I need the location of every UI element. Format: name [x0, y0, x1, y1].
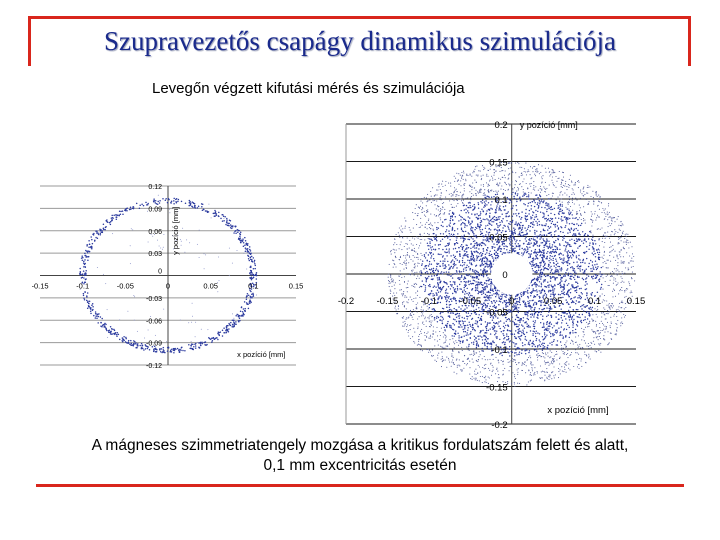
x-tick-label: -0.2 [337, 296, 355, 307]
x-tick-label: -0.1 [76, 281, 90, 291]
x-tick-label: -0.05 [459, 296, 482, 307]
frame-top-line [30, 16, 691, 19]
x-tick-label: -0.1 [420, 296, 438, 307]
y-axis-title: y pozíció [mm] [519, 119, 578, 130]
y-tick-label: -0.05 [486, 307, 508, 319]
y-tick-label: 0 [158, 268, 162, 276]
y-tick-label: 0 [502, 270, 508, 281]
y-tick-label: -0.1 [491, 345, 508, 356]
y-tick-label: 0.1 [494, 195, 508, 206]
caption-line-2: 0,1 mm excentricitás esetén [263, 457, 457, 474]
y-tick-label: 0.12 [148, 184, 162, 191]
x-tick-label: -0.15 [376, 296, 399, 307]
x-tick-label: -0.15 [32, 281, 49, 291]
x-axis-title: x pozíció [mm] [547, 404, 609, 416]
x-axis-title: x pozíció [mm] [237, 349, 286, 359]
caption-line-1: A mágneses szimmetriatengely mozgása a kritikus fordulatszám felett és alatt, [91, 437, 629, 454]
y-axis-title: y pozíció [mm] [171, 206, 180, 255]
x-tick-label: 0.15 [626, 296, 646, 307]
frame-bottom-line [36, 484, 684, 487]
y-tick-label: -0.03 [146, 295, 162, 303]
x-tick-label: 0.15 [288, 281, 304, 291]
y-tick-label: -0.09 [146, 340, 162, 348]
x-tick-label: 0.1 [587, 296, 602, 307]
trajectory-center-hole [491, 253, 532, 294]
y-tick-label: -0.06 [146, 318, 162, 326]
y-tick-label: -0.15 [486, 382, 508, 394]
measurement-plot [32, 178, 320, 372]
y-tick-label: 0.03 [148, 251, 162, 259]
page-subtitle: Levegőn végzett kifutási mérés és szimulációja [152, 80, 465, 97]
figure-caption [0, 436, 720, 476]
x-tick-label: 0 [509, 296, 515, 307]
simulation-chart [336, 118, 652, 432]
y-tick-label: -0.2 [491, 420, 508, 431]
x-tick-label: 0.1 [248, 281, 259, 291]
x-tick-label: 0 [165, 281, 171, 291]
x-tick-label: 0.05 [203, 281, 218, 291]
y-tick-label: 0.15 [489, 157, 508, 169]
x-tick-label: -0.05 [116, 281, 134, 291]
y-tick-label: 0.05 [489, 232, 508, 244]
y-tick-label: 0.06 [148, 228, 162, 236]
simulation-plot [336, 118, 652, 432]
y-tick-label: 0.2 [494, 120, 508, 131]
x-tick-label: 0.05 [543, 296, 563, 307]
measurement-chart [32, 178, 320, 372]
page-title: Szupravezetős csapágy dinamikus szimulációja [103, 26, 617, 56]
y-tick-label: 0.09 [148, 206, 162, 214]
y-tick-label: -0.12 [146, 363, 162, 370]
